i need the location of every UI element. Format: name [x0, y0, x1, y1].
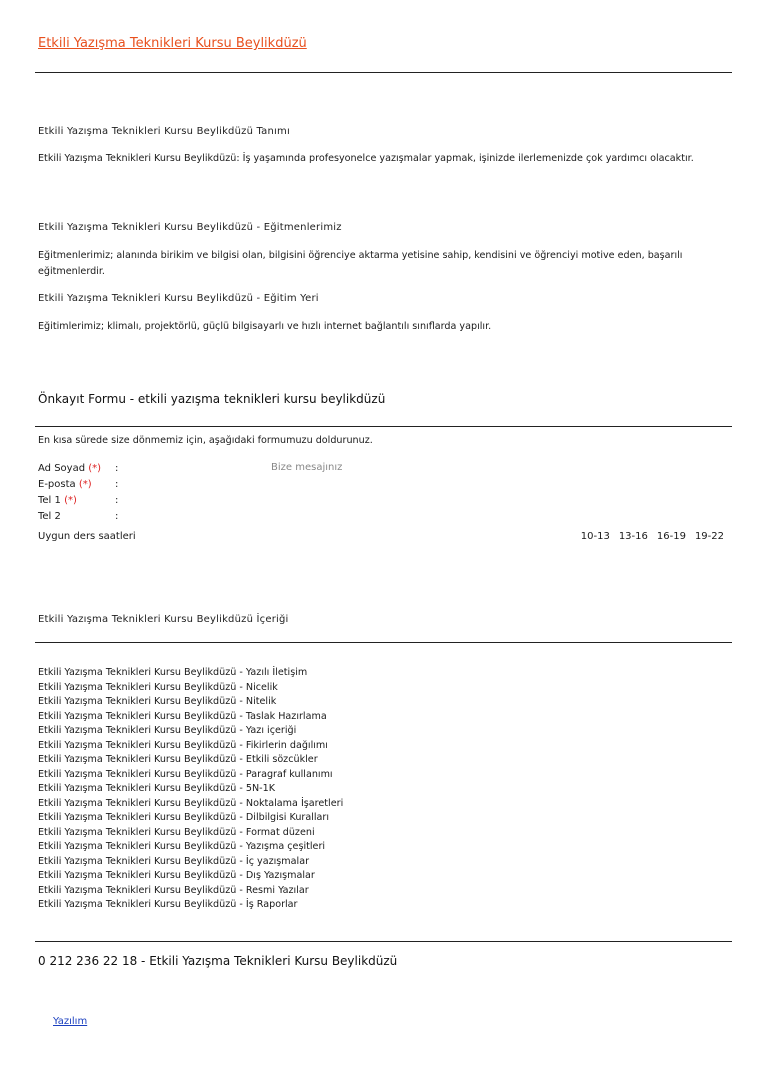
- form-intro: En kısa sürede size dönmemiz için, aşağıdaki formumuzu doldurunuz.: [38, 435, 373, 446]
- intro-heading: Etkili Yazışma Teknikleri Kursu Beylikdüzü Tanımı: [38, 126, 290, 137]
- hours-label: Uygun ders saatleri: [38, 531, 136, 542]
- list-item: Etkili Yazışma Teknikleri Kursu Beylikdüzü - 5N-1K: [38, 783, 276, 794]
- intro-text: Etkili Yazışma Teknikleri Kursu Beylikdüzü: İş yaşamında profesyonelce yazışmalar yapmak, işinizde ilerlemenizde çok yardımcı olacaktır.: [38, 153, 694, 164]
- list-item: Etkili Yazışma Teknikleri Kursu Beylikdüzü - Paragraf kullanımı: [38, 768, 333, 780]
- required-mark: (*): [88, 463, 102, 474]
- content-divider: [35, 642, 732, 643]
- venue-text: Eğitimlerimiz; klimalı, projektörlü, güçlü bilgisayarlı ve hızlı internet bağlantılı sınıflarda yapılır.: [38, 321, 492, 332]
- content-heading: Etkili Yazışma Teknikleri Kursu Beylikdüzü İçeriği: [38, 614, 289, 625]
- tel1-label: Tel 1 (*): [38, 495, 77, 506]
- email-colon: :: [115, 479, 119, 490]
- list-item: Etkili Yazışma Teknikleri Kursu Beylikdüzü - Taslak Hazırlama: [38, 710, 327, 722]
- list-item: Etkili Yazışma Teknikleri Kursu Beylikdüzü - Format düzeni: [38, 826, 315, 838]
- form-title: Önkayıt Formu - etkili yazışma teknikleri kursu beylikdüzü: [38, 392, 386, 406]
- tel2-input[interactable]: [125, 511, 265, 522]
- name-label: Ad Soyad (*): [38, 463, 102, 474]
- topic-list: [38, 666, 343, 913]
- venue-heading: Etkili Yazışma Teknikleri Kursu Beylikdüzü - Eğitim Yeri: [38, 293, 319, 304]
- list-item: Etkili Yazışma Teknikleri Kursu Beylikdüzü - Yazı içeriği: [38, 725, 297, 736]
- tel1-colon: :: [115, 495, 119, 506]
- list-item: Etkili Yazışma Teknikleri Kursu Beylikdüzü - Etkili sözcükler: [38, 754, 318, 765]
- slot-option[interactable]: 10-13: [580, 531, 610, 542]
- email-label: E-posta (*): [38, 479, 92, 490]
- list-item: Etkili Yazışma Teknikleri Kursu Beylikdüzü - Resmi Yazılar: [38, 884, 309, 896]
- tel2-label: Tel 2: [38, 511, 61, 522]
- tel1-row: [38, 493, 265, 509]
- contact-phone: 0 212 236 22 18 - Etkili Yazışma Teknikleri Kursu Beylikdüzü: [38, 954, 398, 968]
- list-item: Etkili Yazışma Teknikleri Kursu Beylikdüzü - İç yazışmalar: [38, 855, 310, 867]
- trainers-heading: Etkili Yazışma Teknikleri Kursu Beylikdüzü - Eğitmenlerimiz: [38, 222, 342, 233]
- list-item: Etkili Yazışma Teknikleri Kursu Beylikdüzü - Yazışma çeşitleri: [38, 841, 326, 852]
- slot-option[interactable]: 13-16: [618, 531, 648, 542]
- tel1-input[interactable]: [125, 495, 265, 506]
- page-title-link[interactable]: Etkili Yazışma Teknikleri Kursu Beylikdüzü: [38, 36, 307, 51]
- list-item: Etkili Yazışma Teknikleri Kursu Beylikdüzü - Fikirlerin dağılımı: [38, 739, 328, 751]
- name-row: [38, 461, 265, 477]
- form-divider: [35, 426, 732, 427]
- name-input[interactable]: [125, 463, 265, 474]
- required-mark: (*): [78, 479, 92, 490]
- trainers-text: Eğitmenlerimiz; alanında birikim ve bilgisi olan, bilgisini öğrenciye aktarma yetisine sahip, kendisini ve öğrenciyi motive eden, başarılı eğitmenlerdir.: [38, 250, 683, 277]
- header-divider: [35, 72, 732, 73]
- tel2-colon: :: [115, 511, 119, 522]
- email-input[interactable]: [125, 479, 265, 490]
- slot-option[interactable]: 19-22: [694, 531, 724, 542]
- list-item: Etkili Yazışma Teknikleri Kursu Beylikdüzü - Nicelik: [38, 681, 278, 693]
- hours-slots: [581, 531, 724, 542]
- email-row: [38, 477, 265, 493]
- tel2-row: [38, 509, 265, 525]
- required-mark: (*): [64, 495, 77, 506]
- list-item: Etkili Yazışma Teknikleri Kursu Beylikdüzü - Noktalama İşaretleri: [38, 797, 344, 809]
- name-colon: :: [115, 463, 119, 474]
- list-item: Etkili Yazışma Teknikleri Kursu Beylikdüzü - Dilbilgisi Kuralları: [38, 812, 330, 823]
- message-textarea[interactable]: Bize mesajınız: [271, 462, 343, 473]
- list-item: Etkili Yazışma Teknikleri Kursu Beylikdüzü - Nitelik: [38, 696, 277, 707]
- list-item: Etkili Yazışma Teknikleri Kursu Beylikdüzü - Yazılı İletişim: [38, 667, 308, 678]
- list-item: Etkili Yazışma Teknikleri Kursu Beylikdüzü - Dış Yazışmalar: [38, 870, 315, 881]
- footer-link[interactable]: Yazılım: [53, 1016, 88, 1027]
- list-item: Etkili Yazışma Teknikleri Kursu Beylikdüzü - İş Raporlar: [38, 899, 298, 910]
- contact-divider: [35, 941, 732, 942]
- slot-option[interactable]: 16-19: [656, 531, 686, 542]
